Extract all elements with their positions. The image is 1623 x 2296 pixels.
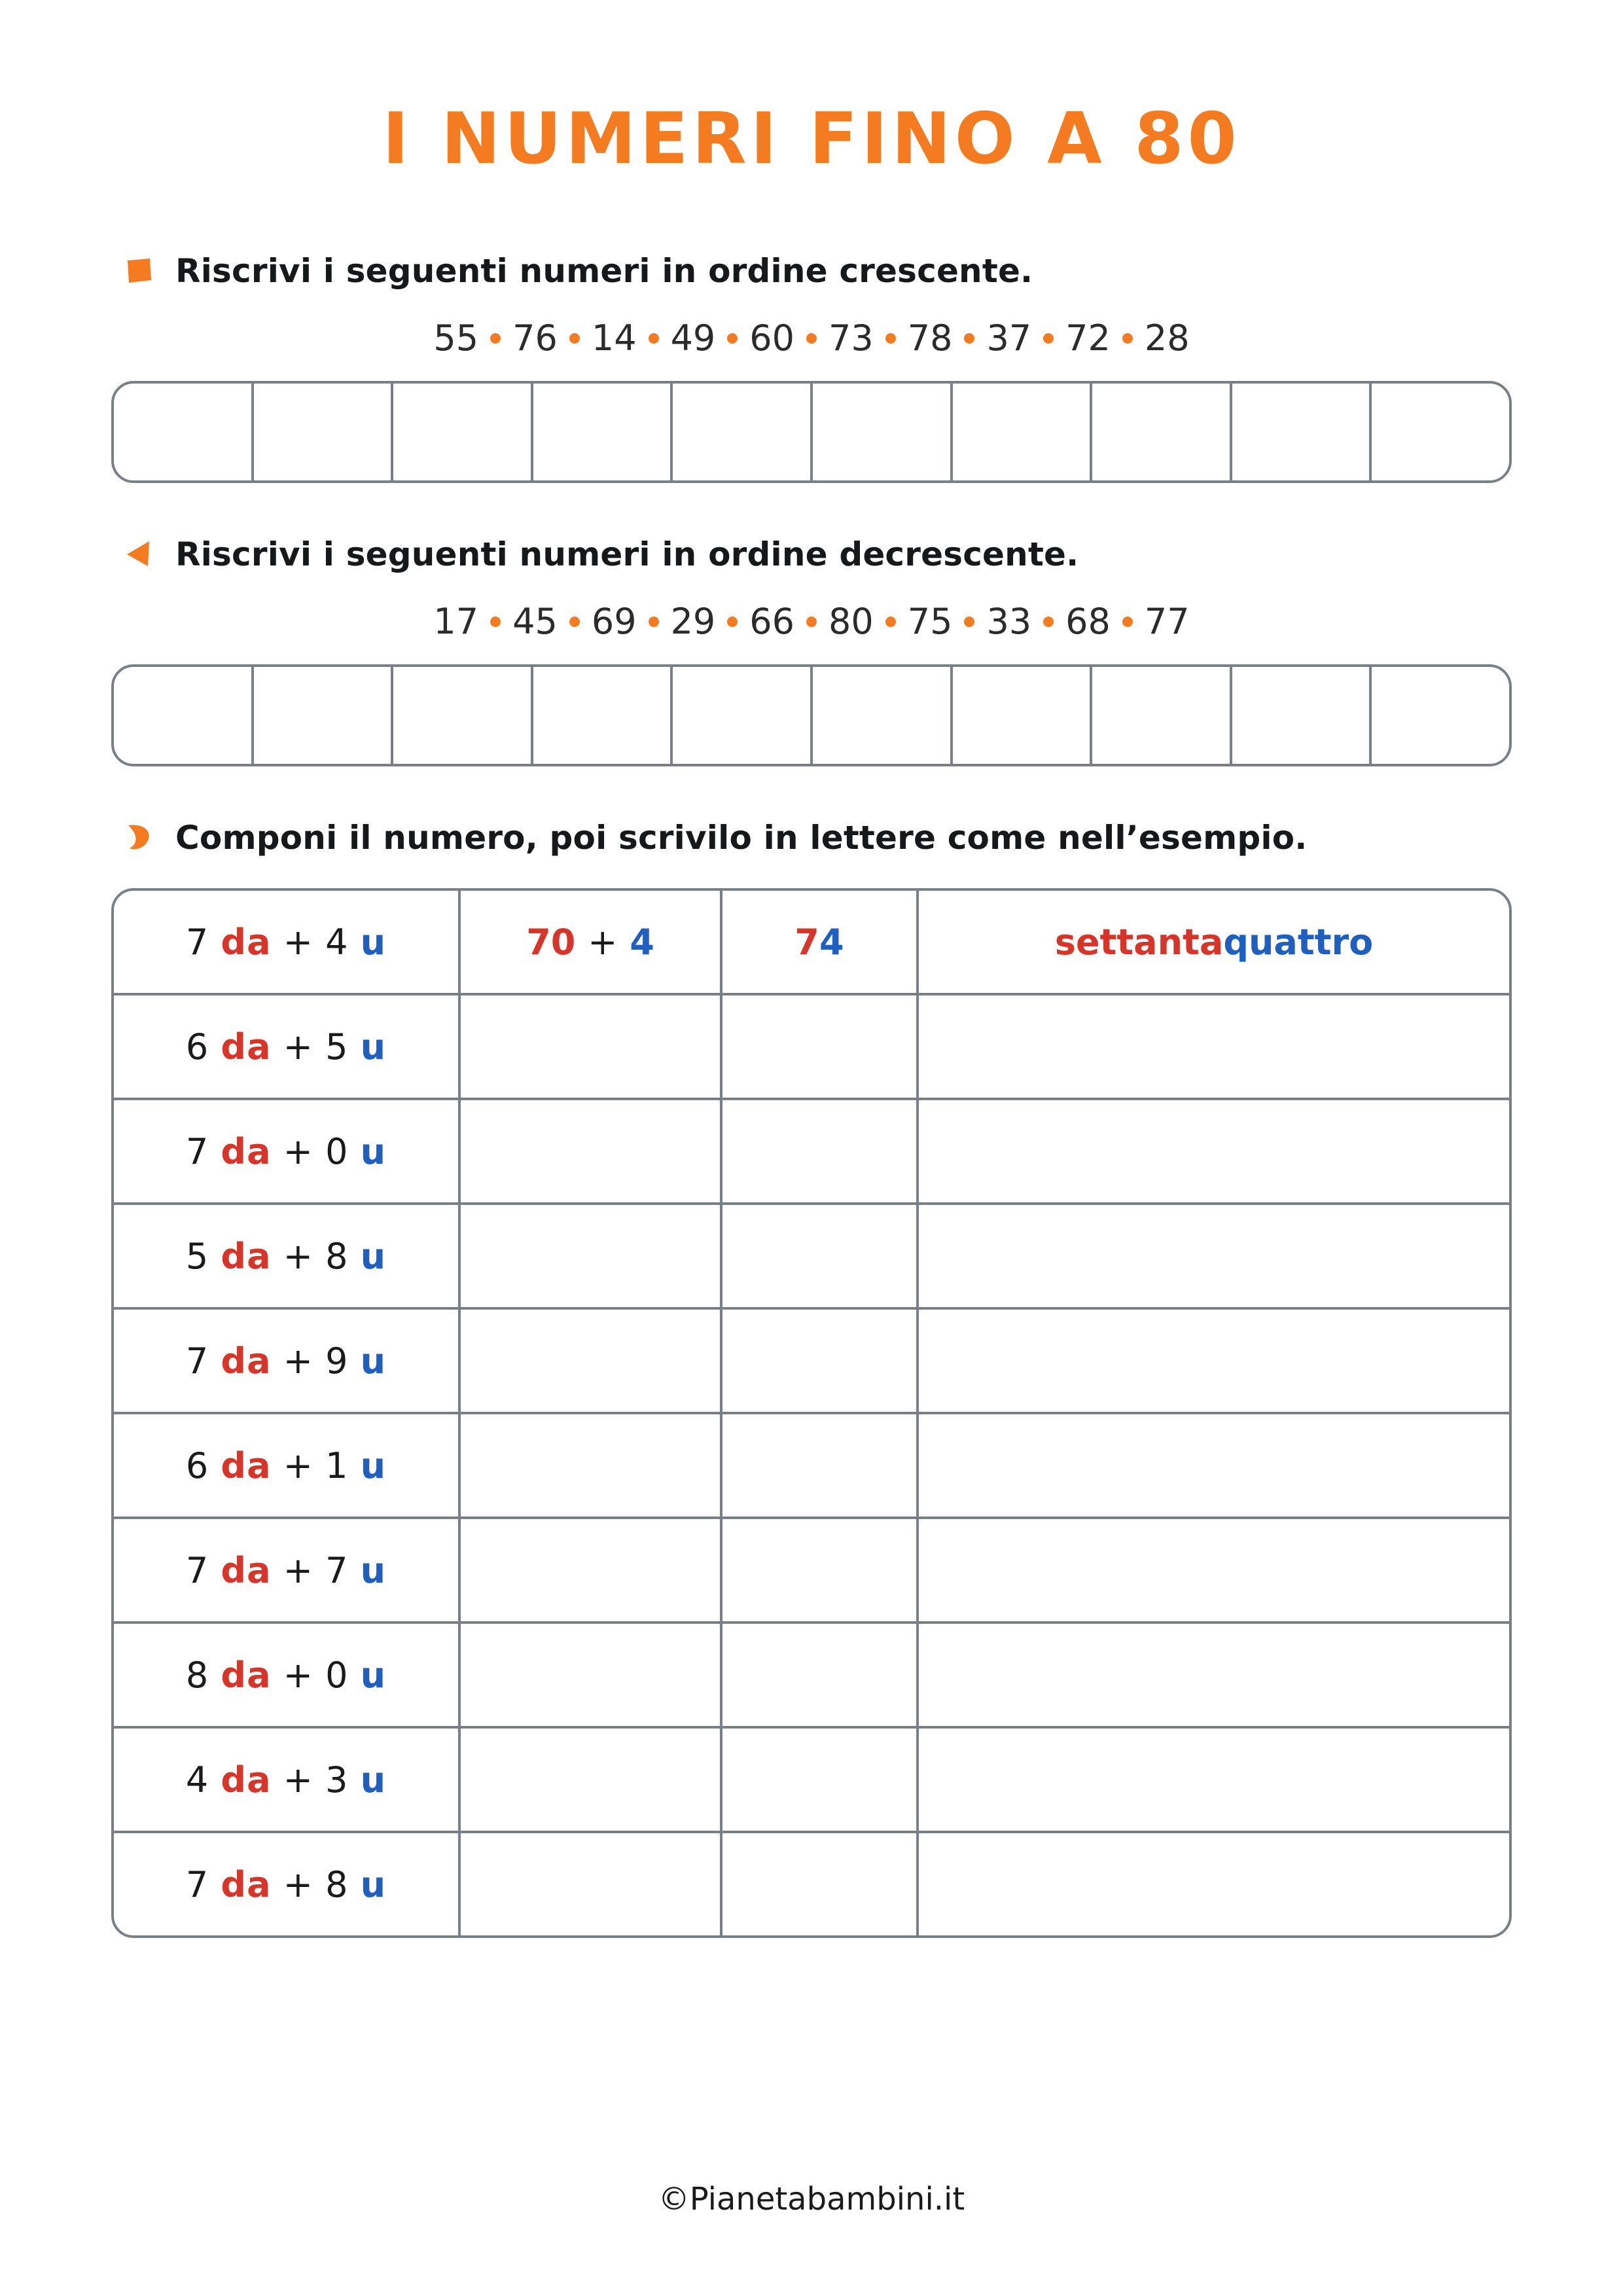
sum-cell[interactable] [461, 1414, 722, 1516]
sum-cell[interactable] [461, 1205, 722, 1307]
plus-symbol: + [283, 1130, 313, 1172]
number-item: 72 [1065, 317, 1111, 359]
plus-symbol: + [283, 921, 313, 963]
number-item: 33 [986, 601, 1032, 642]
tens-label: da [221, 921, 272, 963]
compose-expression-cell [114, 1624, 461, 1726]
page-title: I NUMERI FINO A 80 [382, 98, 1241, 180]
plus-symbol: + [283, 1235, 313, 1277]
number-item: 66 [749, 601, 794, 642]
word-cell[interactable] [919, 1833, 1509, 1935]
table-row [114, 1833, 1509, 1935]
word-cell[interactable] [919, 1624, 1509, 1726]
number-item: 77 [1144, 601, 1190, 642]
compose-expression-cell [114, 1519, 461, 1621]
compose-table [111, 888, 1512, 1938]
table-row [114, 1205, 1509, 1310]
answer-cell[interactable] [393, 667, 533, 764]
plus-symbol: + [283, 1863, 313, 1905]
result-tens-digit: 7 [794, 921, 819, 963]
separator-dot-icon [569, 617, 580, 627]
exercise-3-instruction-row [124, 819, 1512, 857]
units-count: 1 [325, 1444, 349, 1486]
units-count: 8 [325, 1863, 349, 1905]
word-cell[interactable] [919, 1729, 1509, 1831]
tens-label: da [221, 1863, 272, 1905]
units-count: 7 [325, 1549, 349, 1591]
answer-cell[interactable] [953, 384, 1093, 480]
tens-label: da [221, 1026, 272, 1067]
footer-credit: ©Pianetabambini.it [658, 2181, 965, 2217]
answer-cell[interactable] [1372, 667, 1509, 764]
units-label: u [360, 1863, 387, 1905]
units-label: u [360, 1340, 387, 1382]
exercise-1-instruction-row [124, 252, 1512, 290]
number-item: 28 [1144, 317, 1190, 359]
compose-expression-cell [114, 1205, 461, 1307]
answer-cell[interactable] [813, 667, 953, 764]
answer-cell[interactable] [1232, 384, 1372, 480]
separator-dot-icon [1122, 617, 1133, 627]
result-cell[interactable] [722, 1414, 919, 1516]
result-cell[interactable] [722, 1833, 919, 1935]
sum-cell[interactable] [461, 1729, 722, 1831]
answer-cell[interactable] [673, 384, 813, 480]
result-cell[interactable] [722, 1100, 919, 1202]
units-count: 0 [325, 1130, 349, 1172]
separator-dot-icon [885, 333, 896, 344]
sum-units-value: 4 [630, 921, 654, 963]
answer-cell[interactable] [813, 384, 953, 480]
word-cell[interactable] [919, 996, 1509, 1098]
number-item: 14 [591, 317, 637, 359]
plus-symbol: + [588, 921, 618, 963]
word-cell[interactable] [919, 1100, 1509, 1202]
number-item: 73 [829, 317, 874, 359]
units-count: 3 [325, 1759, 349, 1801]
answer-cell[interactable] [1092, 667, 1232, 764]
word-cell[interactable] [919, 891, 1509, 993]
table-row [114, 996, 1509, 1100]
answer-cell[interactable] [1232, 667, 1372, 764]
units-count: 5 [325, 1026, 349, 1067]
tens-label: da [221, 1130, 272, 1172]
number-item: 37 [986, 317, 1032, 359]
word-tens-part: settanta [1054, 921, 1224, 963]
answer-cell[interactable] [1372, 384, 1509, 480]
separator-dot-icon [569, 333, 580, 344]
table-row [114, 1310, 1509, 1414]
exercise-1-number-list [111, 317, 1512, 359]
table-row [114, 1519, 1509, 1624]
plus-symbol: + [283, 1340, 313, 1382]
tens-label: da [221, 1444, 272, 1486]
units-count: 8 [325, 1235, 349, 1277]
exercise-2-instruction-text: Riscrivi i seguenti numeri in ordine decrescente. [175, 535, 1079, 573]
table-row [114, 1729, 1509, 1833]
exercise-1-answer-strip [111, 381, 1512, 483]
number-item: 69 [591, 601, 637, 642]
separator-dot-icon [806, 333, 817, 344]
result-cell[interactable] [722, 1729, 919, 1831]
answer-cell[interactable] [533, 667, 673, 764]
separator-dot-icon [727, 333, 738, 344]
result-units-digit: 4 [819, 921, 844, 963]
compose-expression-cell [114, 891, 461, 993]
tens-count: 7 [185, 1340, 209, 1382]
number-item: 76 [512, 317, 558, 359]
number-item: 80 [829, 601, 874, 642]
plus-symbol: + [283, 1026, 313, 1067]
answer-cell[interactable] [393, 384, 533, 480]
compose-expression-cell [114, 1833, 461, 1935]
units-label: u [360, 1759, 387, 1801]
table-row [114, 1624, 1509, 1729]
tens-label: da [221, 1235, 272, 1277]
separator-dot-icon [1122, 333, 1133, 344]
exercise-1-instruction-text: Riscrivi i seguenti numeri in ordine crescente. [175, 252, 1033, 290]
sum-cell[interactable] [461, 1310, 722, 1412]
number-item: 78 [907, 317, 953, 359]
compose-expression-cell [114, 1100, 461, 1202]
number-item: 45 [512, 601, 558, 642]
sum-cell[interactable] [461, 1519, 722, 1621]
number-item: 60 [749, 317, 794, 359]
compose-expression-cell [114, 1310, 461, 1412]
word-cell[interactable] [919, 1414, 1509, 1516]
answer-cell[interactable] [1092, 384, 1232, 480]
tens-count: 8 [185, 1654, 209, 1696]
tens-label: da [221, 1549, 272, 1591]
number-item: 75 [907, 601, 953, 642]
plus-symbol: + [283, 1654, 313, 1696]
word-units-part: quattro [1223, 921, 1374, 963]
answer-cell[interactable] [114, 384, 254, 480]
compose-expression-cell [114, 996, 461, 1098]
sum-cell[interactable] [461, 1833, 722, 1935]
separator-dot-icon [490, 617, 501, 627]
units-count: 9 [325, 1340, 349, 1382]
separator-dot-icon [649, 333, 659, 344]
number-item: 55 [433, 317, 479, 359]
separator-dot-icon [885, 617, 896, 627]
number-item: 49 [670, 317, 716, 359]
units-label: u [360, 1549, 387, 1591]
number-item: 17 [433, 601, 479, 642]
tens-count: 7 [185, 1130, 209, 1172]
tens-count: 7 [185, 1549, 209, 1591]
word-cell[interactable] [919, 1205, 1509, 1307]
units-label: u [360, 1444, 387, 1486]
table-row [114, 1100, 1509, 1205]
word-cell[interactable] [919, 1519, 1509, 1621]
units-label: u [360, 1026, 387, 1067]
tens-count: 7 [185, 921, 209, 963]
tens-label: da [221, 1654, 272, 1696]
answer-cell[interactable] [953, 667, 1093, 764]
units-label: u [360, 921, 387, 963]
separator-dot-icon [1043, 333, 1054, 344]
sum-cell[interactable] [461, 996, 722, 1098]
separator-dot-icon [806, 617, 817, 627]
answer-cell[interactable] [254, 384, 394, 480]
orange-drop-bullet-icon [124, 823, 153, 852]
answer-cell[interactable] [254, 667, 394, 764]
tens-count: 6 [185, 1444, 209, 1486]
sum-cell[interactable] [461, 1100, 722, 1202]
separator-dot-icon [490, 333, 501, 344]
result-cell[interactable] [722, 891, 919, 993]
exercise-3-instruction-text: Componi il numero, poi scrivilo in lettere come nell’esempio. [175, 819, 1308, 857]
plus-symbol: + [283, 1549, 313, 1591]
number-item: 68 [1065, 601, 1111, 642]
number-item: 29 [670, 601, 716, 642]
answer-cell[interactable] [114, 667, 254, 764]
separator-dot-icon [649, 617, 659, 627]
plus-symbol: + [283, 1444, 313, 1486]
result-cell[interactable] [722, 1519, 919, 1621]
plus-symbol: + [283, 1759, 313, 1801]
compose-expression-cell [114, 1729, 461, 1831]
orange-square-bullet-icon [124, 257, 153, 285]
sum-cell[interactable] [461, 1624, 722, 1726]
result-cell[interactable] [722, 996, 919, 1098]
answer-cell[interactable] [533, 384, 673, 480]
result-cell[interactable] [722, 1310, 919, 1412]
tens-count: 4 [185, 1759, 209, 1801]
units-count: 0 [325, 1654, 349, 1696]
tens-label: da [221, 1759, 272, 1801]
result-cell[interactable] [722, 1624, 919, 1726]
separator-dot-icon [964, 617, 974, 627]
exercise-2-answer-strip [111, 664, 1512, 766]
compose-expression-cell [114, 1414, 461, 1516]
units-count: 4 [325, 921, 349, 963]
separator-dot-icon [964, 333, 974, 344]
table-row [114, 1414, 1509, 1519]
separator-dot-icon [1043, 617, 1054, 627]
separator-dot-icon [727, 617, 738, 627]
sum-cell[interactable] [461, 891, 722, 993]
result-cell[interactable] [722, 1205, 919, 1307]
units-label: u [360, 1235, 387, 1277]
tens-count: 7 [185, 1863, 209, 1905]
exercise-2-instruction-row [124, 535, 1512, 573]
units-label: u [360, 1130, 387, 1172]
tens-label: da [221, 1340, 272, 1382]
word-cell[interactable] [919, 1310, 1509, 1412]
units-label: u [360, 1654, 387, 1696]
tens-count: 5 [185, 1235, 209, 1277]
answer-cell[interactable] [673, 667, 813, 764]
table-row [114, 891, 1509, 996]
exercise-2-number-list [111, 601, 1512, 642]
orange-triangle-bullet-icon [124, 540, 153, 569]
sum-tens-value: 70 [526, 921, 576, 963]
tens-count: 6 [185, 1026, 209, 1067]
